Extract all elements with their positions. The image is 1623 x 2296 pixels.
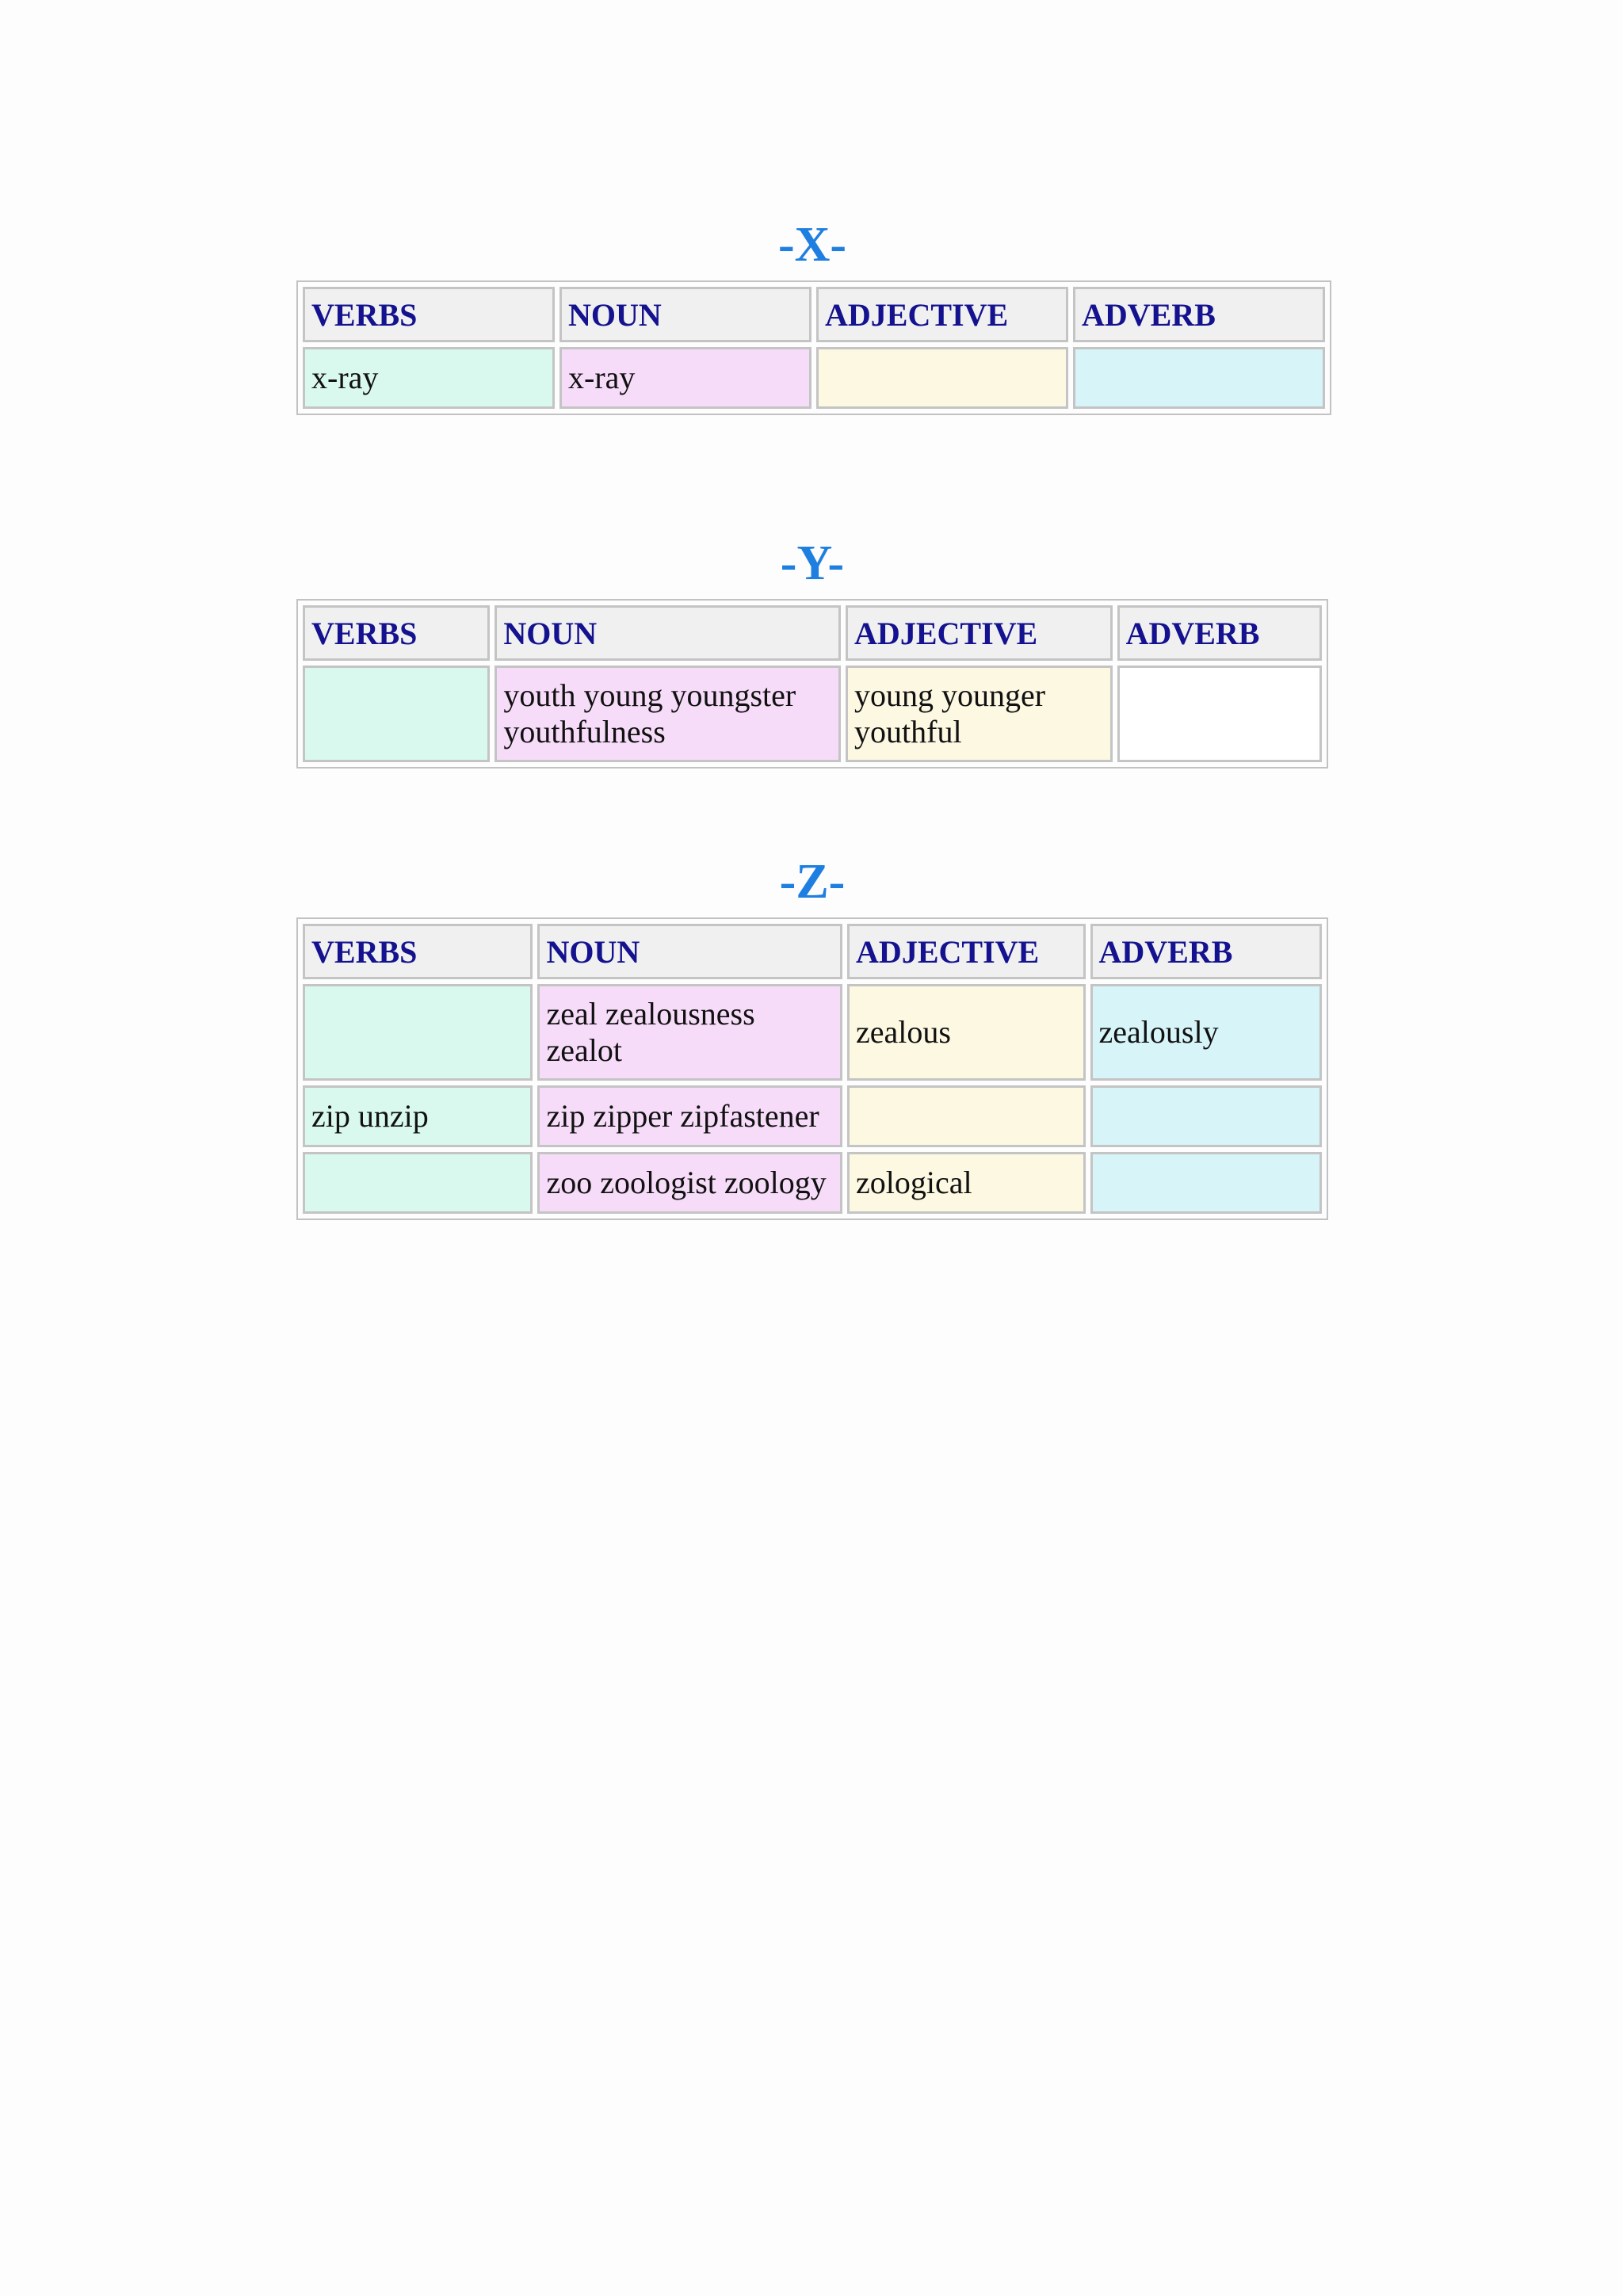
table-header-row	[303, 924, 1322, 979]
header-adjective: ADJECTIVE	[816, 287, 1068, 342]
cell-adverb	[1073, 347, 1325, 409]
table-row	[303, 1085, 1322, 1147]
cell-noun: zip zipper zipfastener	[537, 1085, 842, 1147]
cell-verb: zip unzip	[303, 1085, 533, 1147]
table-row	[303, 666, 1322, 762]
table-row	[303, 984, 1322, 1081]
cell-noun: zoo zoologist zoology	[537, 1152, 842, 1214]
cell-adverb	[1117, 666, 1322, 762]
header-adjective: ADJECTIVE	[846, 605, 1113, 661]
cell-verb	[303, 666, 490, 762]
cell-noun: x-ray	[559, 347, 812, 409]
section-y	[296, 536, 1328, 769]
cell-adjective	[847, 1085, 1085, 1147]
table-row	[303, 1152, 1322, 1214]
header-verbs: VERBS	[303, 605, 490, 661]
header-adverb: ADVERB	[1073, 287, 1325, 342]
section-title: -Y-	[780, 536, 845, 590]
word-table	[296, 599, 1328, 769]
cell-noun: zeal zealousness zealot	[537, 984, 842, 1081]
table-header-row	[303, 605, 1322, 661]
table-row	[303, 347, 1325, 409]
table-header-row	[303, 287, 1325, 342]
section-title: -Z-	[779, 855, 846, 909]
section-x	[296, 220, 1328, 415]
header-adverb: ADVERB	[1117, 605, 1322, 661]
header-verbs: VERBS	[303, 924, 533, 979]
cell-verb	[303, 1152, 533, 1214]
header-adjective: ADJECTIVE	[847, 924, 1085, 979]
cell-adverb	[1090, 1085, 1322, 1147]
header-adverb: ADVERB	[1090, 924, 1322, 979]
cell-verb: x-ray	[303, 347, 555, 409]
cell-adjective: zealous	[847, 984, 1085, 1081]
word-table	[296, 917, 1328, 1220]
header-noun: NOUN	[495, 605, 841, 661]
cell-adverb: zealously	[1090, 984, 1322, 1081]
section-title: -X-	[777, 218, 847, 272]
header-noun: NOUN	[559, 287, 812, 342]
word-table	[296, 280, 1331, 415]
cell-adjective: zological	[847, 1152, 1085, 1214]
header-verbs: VERBS	[303, 287, 555, 342]
header-noun: NOUN	[537, 924, 842, 979]
cell-adjective	[816, 347, 1068, 409]
cell-adverb	[1090, 1152, 1322, 1214]
cell-noun: youth young youngster youthfulness	[495, 666, 841, 762]
cell-verb	[303, 984, 533, 1081]
cell-adjective: young younger youthful	[846, 666, 1113, 762]
section-z	[296, 857, 1328, 1220]
